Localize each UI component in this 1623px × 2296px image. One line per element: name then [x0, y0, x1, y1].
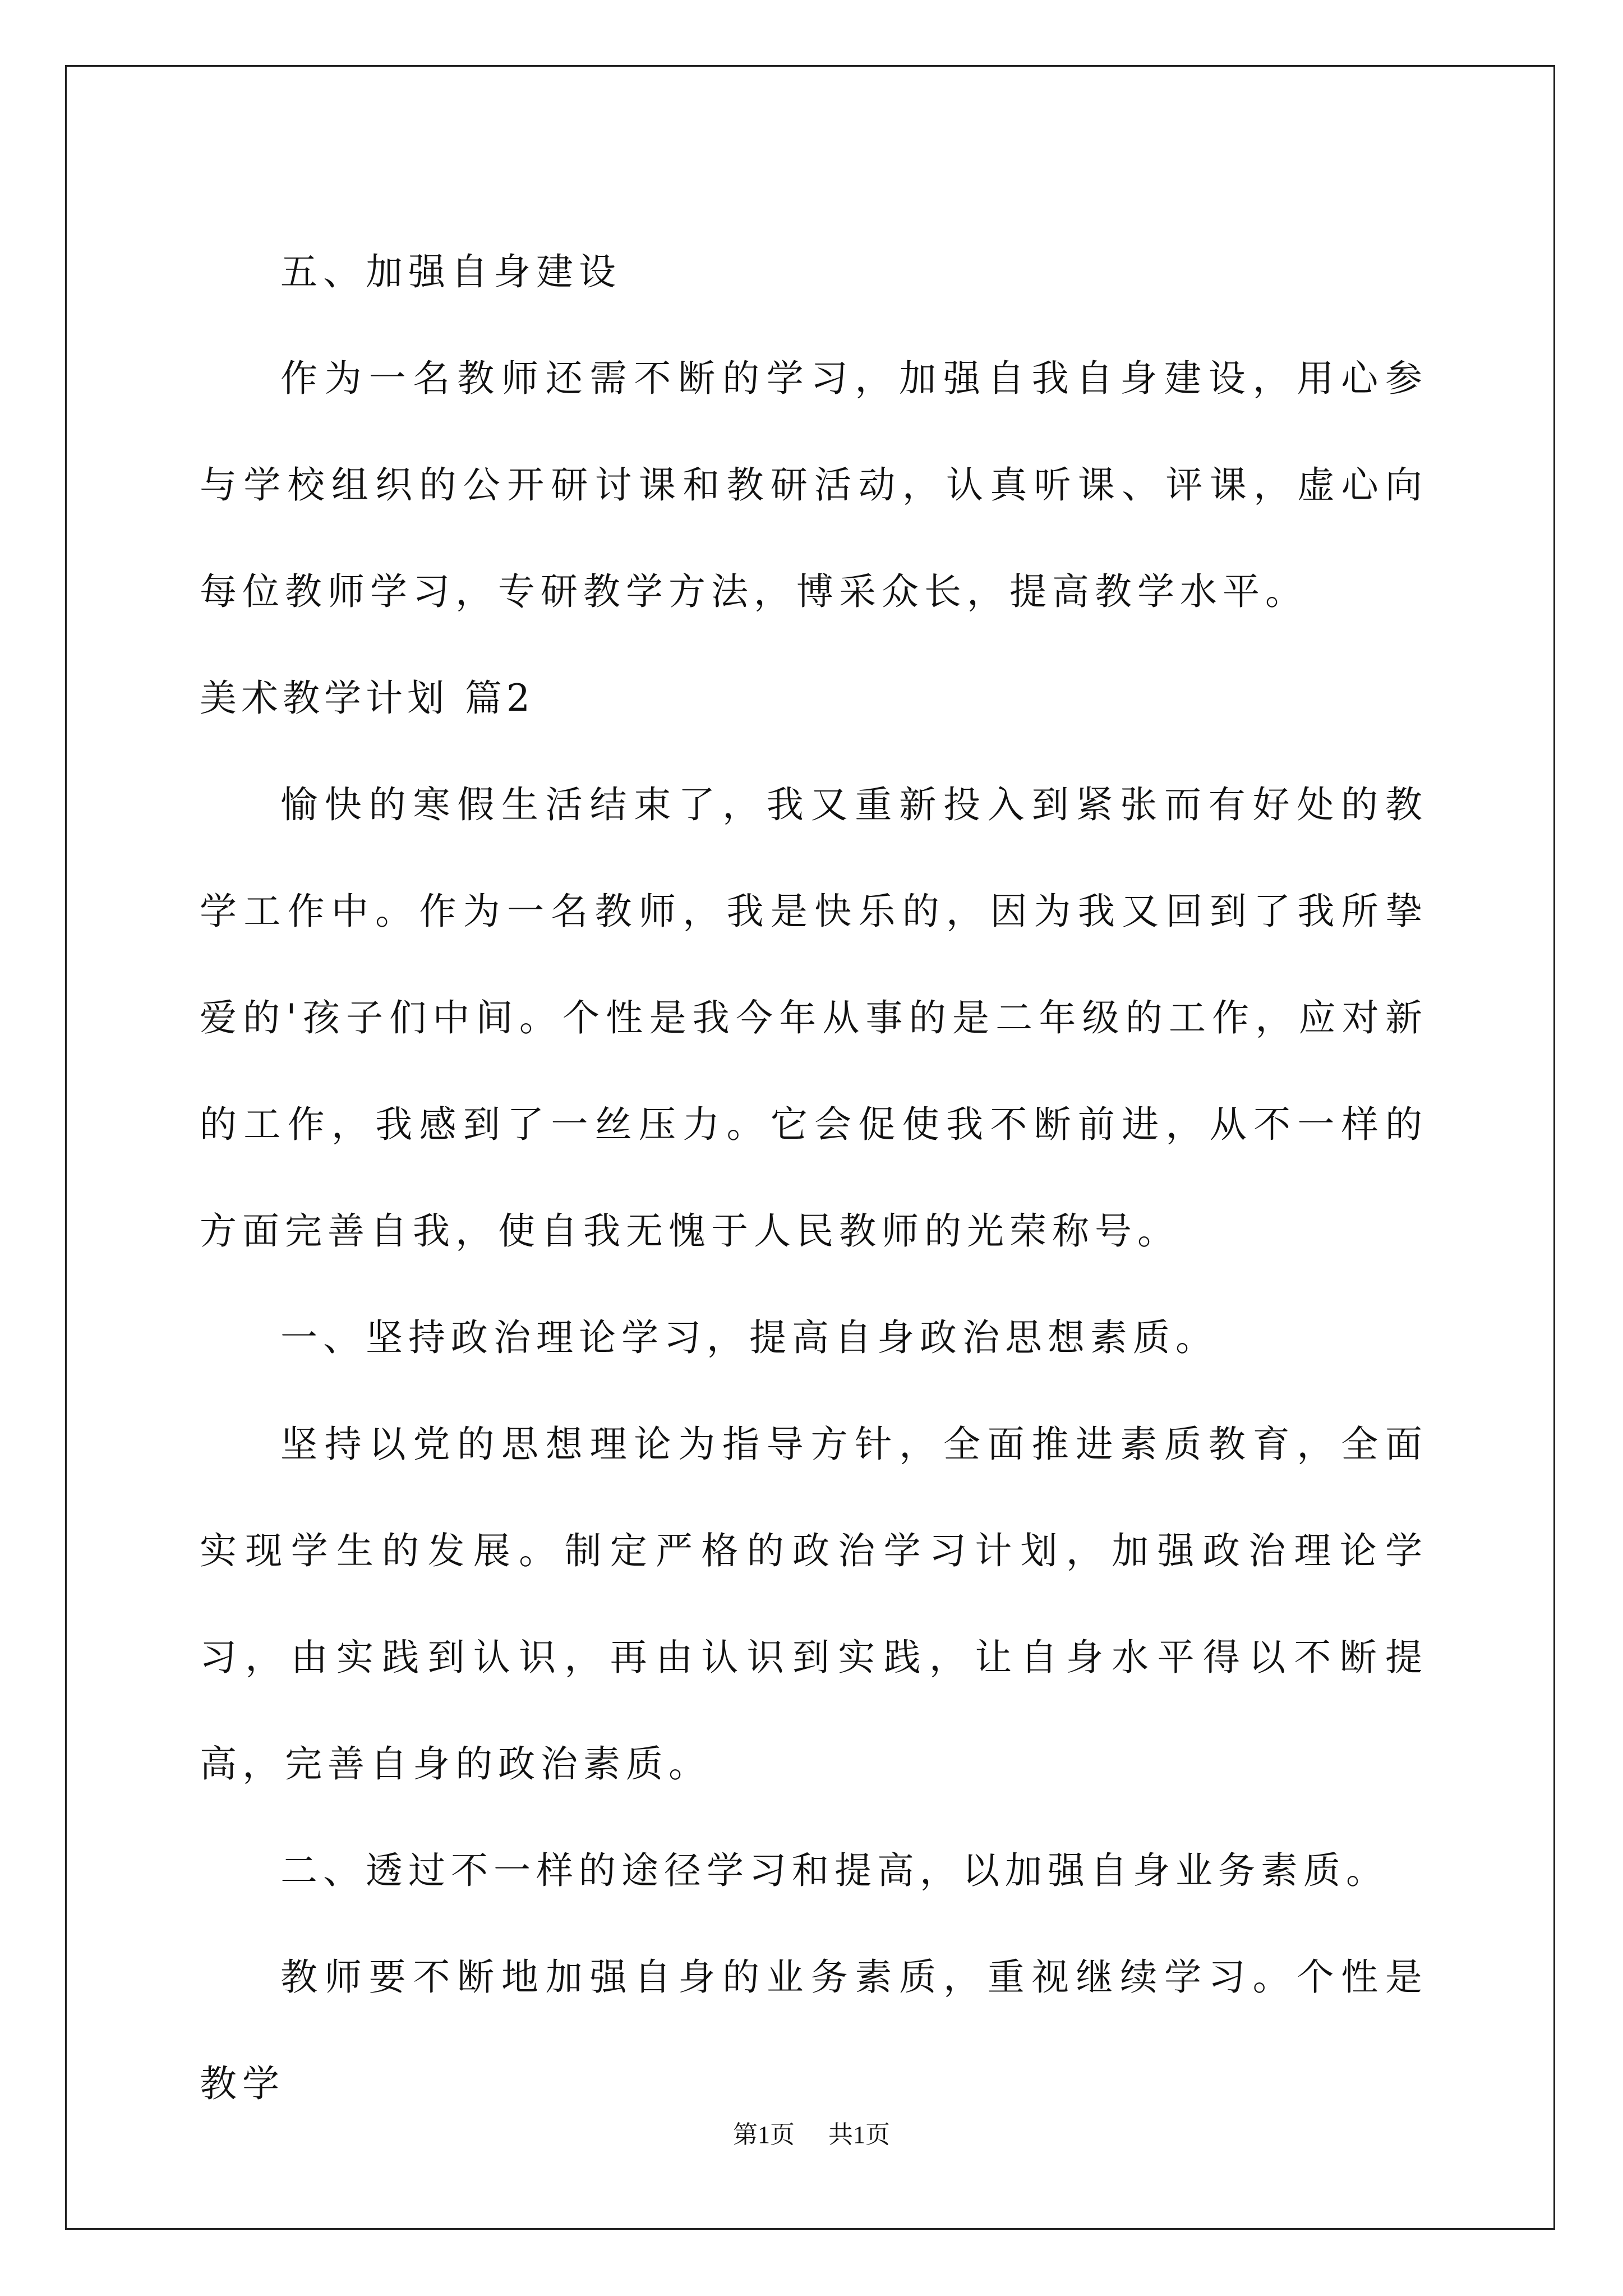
- heading-strengthen-self: 五、加强自身建设: [280, 250, 621, 293]
- page-number: 第1页: [733, 2121, 795, 2148]
- page-footer: [0, 2118, 1623, 2152]
- heading-professional-quality: 二、透过不一样的途径学习和提高，以加强自身业务素质。: [280, 1849, 1389, 1892]
- page-total: 共1页: [828, 2121, 890, 2148]
- heading-political-study: 一、坚持政治理论学习，提高自身政治思想素质。: [280, 1316, 1218, 1359]
- paragraph-intro: 愉快的寒假生活结束了，我又重新投入到紧张而有好处的教学工作中。作为一名教师，我是快乐的，因为我又回到了我所挚爱的'孩子们中间。个性是我今年从事的是二年级的工作，应对新的工作，我感到了一丝压力。它会促使我不断前进，从不一样的方面完善自我，使自我无愧于人民教师的光荣称号。: [200, 783, 1428, 1253]
- paragraph-self-development: 作为一名教师还需不断的学习，加强自我自身建设，用心参与学校组织的公开研讨课和教研活动，认真听课、评课，虚心向每位教师学习，专研教学方法，博采众长，提高教学水平。: [200, 357, 1428, 613]
- document-body: [200, 219, 1428, 2137]
- section-title: 美术教学计划 篇2: [200, 677, 534, 720]
- paragraph-political-study: 坚持以党的思想理论为指导方针，全面推进素质教育，全面实现学生的发展。制定严格的政治学习计划，加强政治理论学习，由实践到认识，再由认识到实践，让自身水平得以不断提高，完善自身的政治素质。: [200, 1423, 1428, 1786]
- paragraph-professional-quality: 教师要不断地加强自身的业务素质，重视继续学习。个性是教学: [200, 1955, 1428, 2105]
